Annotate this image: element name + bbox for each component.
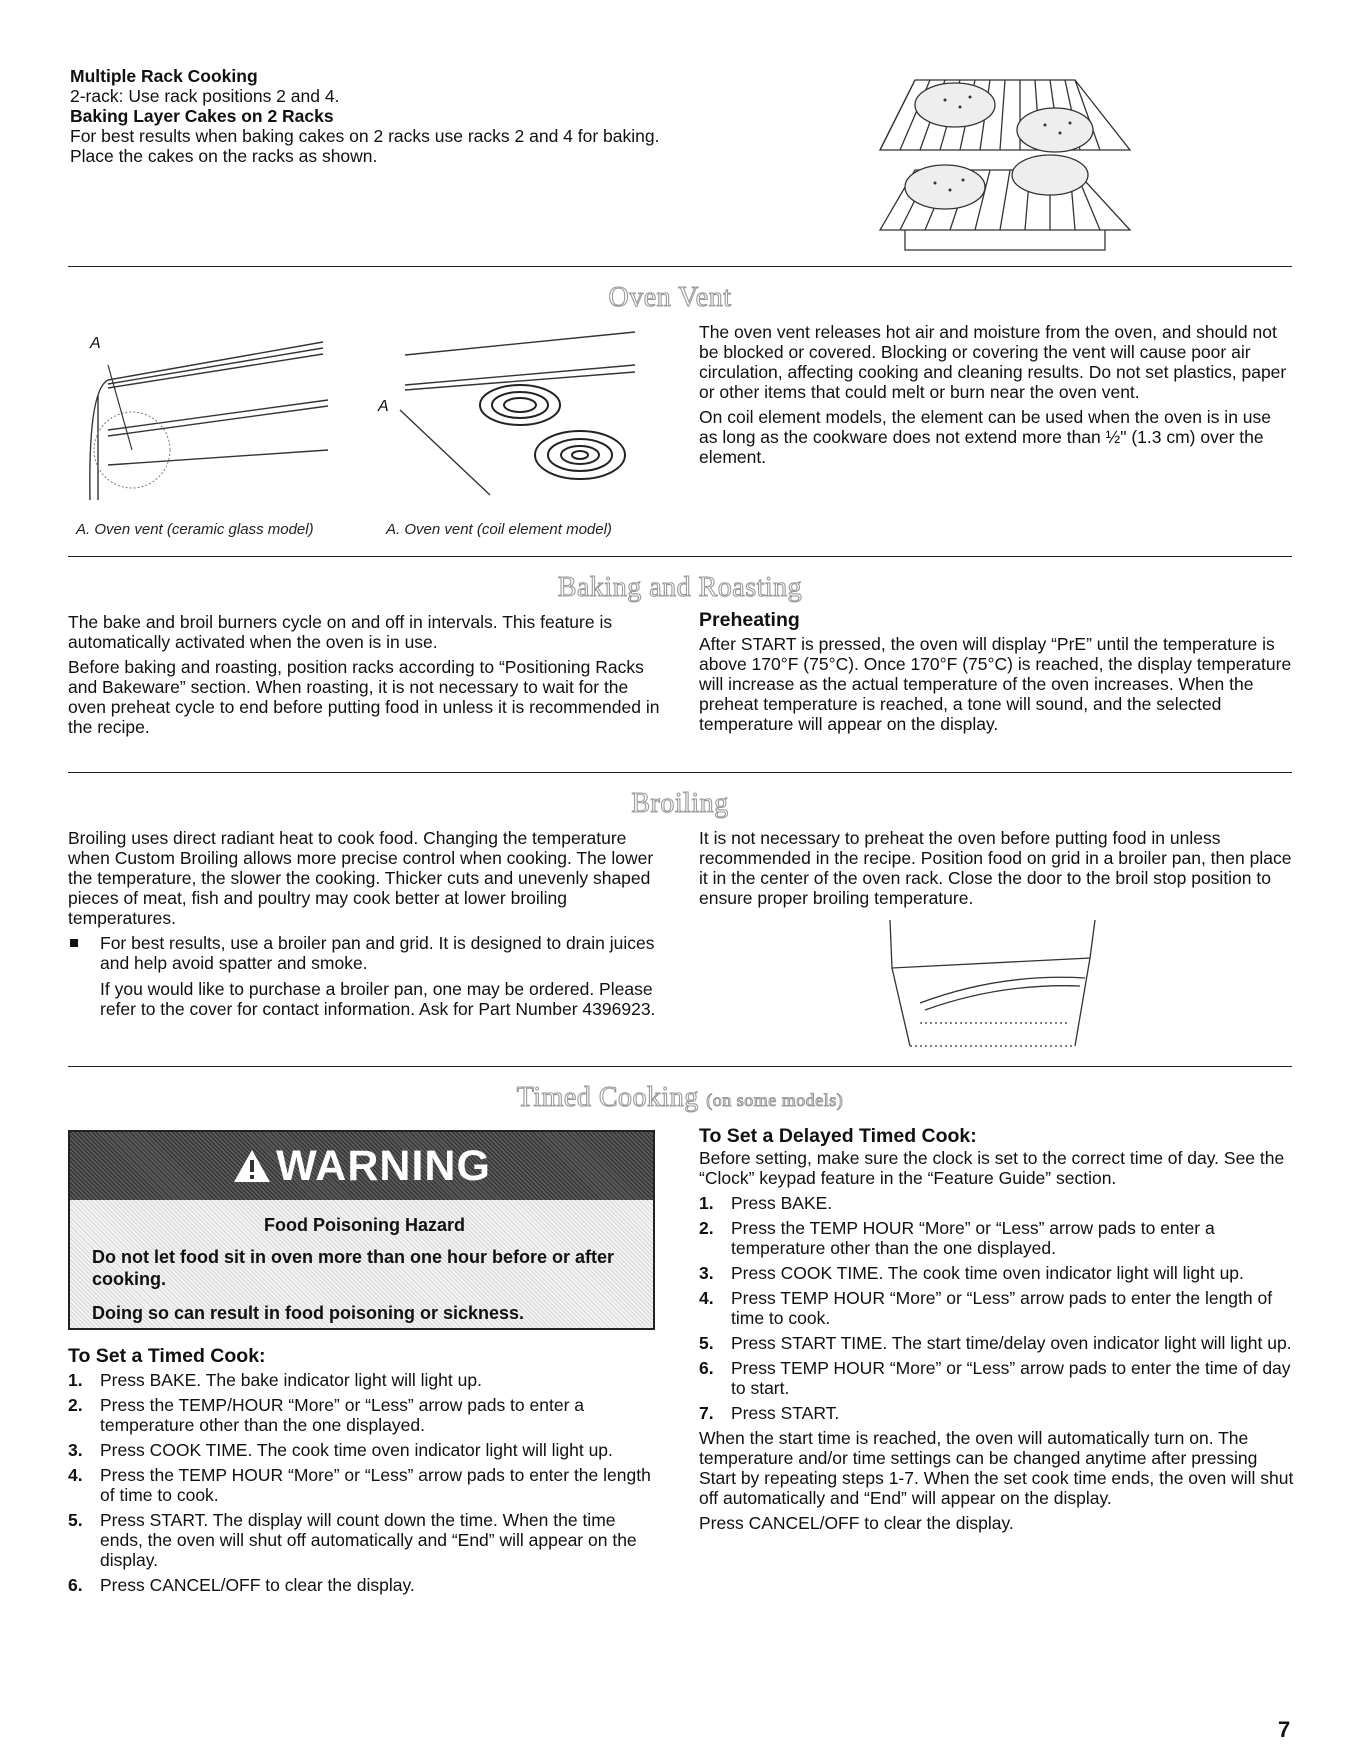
delayed-step: 6. Press TEMP HOUR “More” or “Less” arrow pads to enter the time of day to start.	[699, 1358, 1291, 1398]
coil-vent-caption: A. Oven vent (coil element model)	[386, 521, 612, 538]
broiling-paragraph-2: If you would like to purchase a broiler pan, one may be ordered. Please refer to the cover for contact information. Ask for Part Number 4396923.	[100, 979, 656, 1019]
divider-3	[68, 772, 1292, 773]
warning-banner	[70, 1132, 653, 1200]
delayed-cook-cancel: Press CANCEL/OFF to clear the display.	[699, 1513, 1014, 1533]
broiling-bullet	[68, 933, 668, 973]
baking-heading: Baking and Roasting	[557, 572, 803, 603]
timed-step: 3. Press COOK TIME. The cook time oven indicator light will light up.	[68, 1440, 613, 1460]
timed-cook-title: To Set a Timed Cook:	[68, 1345, 266, 1367]
baking-paragraph-2: Before baking and roasting, position racks according to “Positioning Racks and Bakeware” section. When roasting, it is not necessary to wait for the oven preheat cycle to end before putting food in unless it is recommended in the recipe.	[68, 657, 660, 737]
oven-vent-heading: Oven Vent	[608, 282, 732, 313]
oven-vent-text	[699, 322, 1294, 472]
multiple-rack-section	[70, 66, 670, 166]
oven-vent-paragraph-1: The oven vent releases hot air and moisture from the oven, and should not be blocked or covered. Blocking or covering the vent will cause poor air circulation, affecting cooking and cleaning results. Do not set plastics, paper or other items that could melt or burn near the oven vent.	[699, 322, 1287, 402]
broiling-right-column	[699, 828, 1294, 913]
divider-1	[68, 266, 1292, 267]
baking-left-column	[68, 612, 668, 742]
delayed-step: 5. Press START TIME. The start time/delay oven indicator light will light up.	[699, 1333, 1292, 1353]
preheating-column	[699, 610, 1294, 739]
timed-cooking-title: Timed Cooking	[516, 1082, 699, 1113]
divider-2	[68, 556, 1292, 557]
timed-step: 6. Press CANCEL/OFF to clear the display.	[68, 1575, 415, 1595]
broiling-paragraph-1: Broiling uses direct radiant heat to cook food. Changing the temperature when Custom Broiling allows more precise control when cooking. The lower the temperature, the slower the cooking. Thicker cuts and unevenly shaped pieces of meat, fish and poultry may cook better at lower broiling temperatures.	[68, 828, 654, 928]
broiling-paragraph-3: It is not necessary to preheat the oven before putting food in unless recommended in the recipe. Position food on grid in a broiler pan, then place it in the center of the oven rack. Close the door to the broil stop position to ensure proper broiling temperature.	[699, 828, 1292, 908]
divider-4	[68, 1066, 1292, 1067]
broiling-bullet-text: For best results, use a broiler pan and grid. It is designed to drain juices and help avoid spatter and smoke.	[100, 933, 655, 973]
broiling-heading: Broiling	[631, 788, 729, 819]
coil-vent-callout: A	[378, 398, 389, 415]
delayed-cook-outro: When the start time is reached, the oven will automatically turn on. The temperature and/or time settings can be changed anytime after pressing Start by repeating steps 1-7. When the set cook time ends, the oven will shut off automatically and “End” will appear on the display.	[699, 1428, 1294, 1508]
layer-cakes-title: Baking Layer Cakes on 2 Racks	[70, 106, 334, 126]
delayed-step: 2. Press the TEMP HOUR “More” or “Less” arrow pads to enter a temperature other than the one displayed.	[699, 1218, 1215, 1258]
delayed-step: 7. Press START.	[699, 1403, 840, 1423]
preheating-body: After START is pressed, the oven will display “PrE” until the temperature is above 170°F (75°C). Once 170°F (75°C) is reached, the display temperature will increase as the actual temperature of the oven increases. When the preheat temperature is reached, a tone will sound, and the selected temperature will appear on the display.	[699, 634, 1292, 734]
ceramic-vent-illustration	[68, 340, 348, 505]
multiple-rack-title: Multiple Rack Cooking	[70, 66, 258, 86]
bullet-square-icon	[70, 939, 78, 947]
broil-door-illustration	[880, 918, 1120, 1048]
warning-title: WARNING	[276, 1141, 491, 1190]
delayed-step: 1. Press BAKE.	[699, 1193, 833, 1213]
warning-triangle-icon	[232, 1148, 272, 1184]
delayed-cook-title: To Set a Delayed Timed Cook:	[699, 1125, 977, 1147]
rack-cakes-illustration	[875, 75, 1135, 255]
delayed-step: 3. Press COOK TIME. The cook time oven indicator light will light up.	[699, 1263, 1244, 1283]
coil-vent-illustration	[380, 330, 650, 500]
timed-cooking-note: (on some models)	[706, 1090, 844, 1110]
delayed-cook-steps	[699, 1193, 1294, 1423]
timed-step: 5. Press START. The display will count down the time. When the time ends, the oven will shut off automatically and “End” will appear on the display.	[68, 1510, 637, 1570]
timed-step: 4. Press the TEMP HOUR “More” or “Less” arrow pads to enter the length of time to cook.	[68, 1465, 651, 1505]
timed-step: 1. Press BAKE. The bake indicator light will light up.	[68, 1370, 482, 1390]
warning-hazard: Food Poisoning Hazard	[264, 1215, 465, 1235]
broiling-left-column	[68, 828, 668, 1024]
oven-vent-paragraph-2: On coil element models, the element can be used when the oven is in use as long as the cookware does not extend more than ½" (1.3 cm) over the element.	[699, 407, 1272, 467]
warning-box	[68, 1130, 655, 1330]
warning-content	[92, 1200, 637, 1324]
delayed-cook-column	[699, 1126, 1294, 1538]
delayed-cook-intro: Before setting, make sure the clock is set to the correct time of day. See the “Clock” keypad feature in the “Feature Guide” section.	[699, 1148, 1285, 1188]
layer-cakes-body: For best results when baking cakes on 2 racks use racks 2 and 4 for baking. Place the cakes on the racks as shown.	[70, 126, 660, 166]
ceramic-vent-callout: A	[90, 335, 101, 352]
page-number: 7	[1278, 1717, 1291, 1742]
timed-step: 2. Press the TEMP/HOUR “More” or “Less” arrow pads to enter a temperature other than the one displayed.	[68, 1395, 584, 1435]
rack-positions-text: 2-rack: Use rack positions 2 and 4.	[70, 86, 340, 106]
warning-line-2: Doing so can result in food poisoning or sickness.	[92, 1303, 525, 1323]
warning-line-1: Do not let food sit in oven more than one hour before or after cooking.	[92, 1247, 615, 1289]
baking-paragraph-1: The bake and broil burners cycle on and off in intervals. This feature is automatically activated when the oven is in use.	[68, 612, 613, 652]
timed-cooking-heading	[460, 1082, 900, 1114]
ceramic-vent-caption: A. Oven vent (ceramic glass model)	[76, 521, 314, 538]
timed-cook-steps	[68, 1370, 660, 1595]
preheating-title: Preheating	[699, 609, 800, 631]
delayed-step: 4. Press TEMP HOUR “More” or “Less” arrow pads to enter the length of time to cook.	[699, 1288, 1273, 1328]
timed-cook-column	[68, 1346, 660, 1600]
